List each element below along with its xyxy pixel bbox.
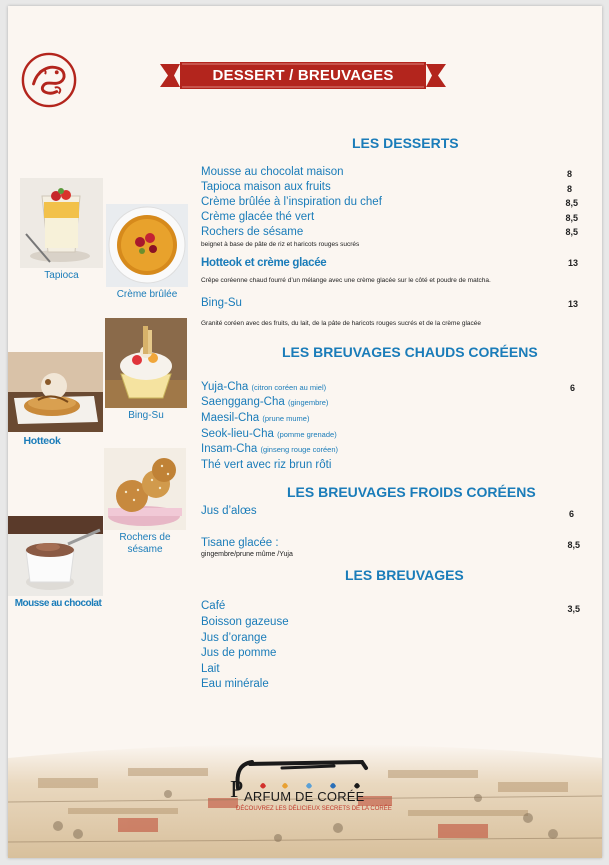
dessert-price: 8,5 (565, 213, 578, 223)
caption-creme-brulee: Crème brûlée (116, 289, 178, 300)
creme-brulee-photo (106, 204, 188, 287)
tapioca-photo (20, 178, 103, 268)
caption-bingsu: Bing-Su (128, 410, 164, 421)
drink-item: Jus de pomme (201, 647, 277, 659)
bingsu-item: Bing-Su (201, 297, 242, 309)
drink-item: Café (201, 600, 226, 612)
caption-rochers-1: Rochers de (119, 532, 171, 543)
hotteok-item: Hotteok et crème glacée (201, 257, 327, 269)
tisane-item: Tisane glacée : (201, 537, 279, 549)
aloe-item: Jus d’alœs (201, 505, 257, 517)
tisane-description: gingembre/prune mûme /Yuja (201, 551, 293, 558)
aloe-price: 6 (568, 509, 574, 519)
drink-item: Boisson gazeuse (201, 616, 289, 628)
brand-tagline: DÉCOUVREZ LES DÉLICIEUX SECRETS DE LA CORÉE (236, 806, 392, 812)
hot-drink-item: Yuja-Cha (citron coréen au miel) (201, 381, 327, 393)
hot-drink-item: Maesil-Cha (prune mume) (201, 412, 310, 424)
page-title: DESSERT / BREUVAGES (212, 67, 394, 84)
bingsu-description: Granité coréen avec des fruits, du lait, de la pâte de haricots rouges sucrés et de la crème glacée (201, 320, 482, 327)
caption-tapioca: Tapioca (44, 270, 79, 281)
dessert-item: Crème glacée thé vert (201, 211, 315, 223)
rochers-photo (104, 448, 186, 530)
hot-drink-item: Seok-lieu-Cha (pomme grenade) (201, 428, 337, 440)
rochers-description: beignet à base de pâte de riz et haricots rouges sucrés (201, 241, 360, 248)
dessert-price: 8 (566, 184, 572, 194)
drink-item: Eau minérale (201, 678, 269, 690)
dessert-price: 8,5 (565, 227, 578, 237)
hot-drink-item: Saenggang-Cha (gingembre) (201, 396, 329, 408)
hot-drink-item: Insam-Cha (ginseng rouge coréen) (201, 443, 339, 455)
caption-rochers-2: sésame (127, 544, 163, 555)
hotteok-description: Crêpe coréenne chaud fourré d’un mélange avec une crème glacée sur le côté et poudre de matcha. (201, 277, 491, 284)
brand-name: ARFUM DE CORÉE (244, 789, 365, 804)
drink-item: Lait (201, 663, 220, 675)
brand-logo: P ARFUM DE CORÉE DÉCOUVREZ LES DÉLICIEUX SECRETS DE LA CORÉE (230, 758, 380, 828)
drinks-heading: LES BREUVAGES (345, 567, 464, 583)
caption-hotteok: Hotteok (23, 435, 61, 447)
dessert-price: 8,5 (565, 198, 578, 208)
dessert-item: Rochers de sésame (201, 226, 304, 238)
mousse-photo (8, 516, 103, 596)
bingsu-price: 13 (567, 299, 578, 309)
dessert-item: Crème brûlée à l’inspiration du chef (201, 196, 382, 208)
hot-drinks-heading: LES BREUVAGES CHAUDS CORÉENS (282, 344, 538, 360)
drink-item: Jus d’orange (201, 632, 267, 644)
cold-drinks-heading: LES BREUVAGES FROIDS CORÉENS (287, 484, 536, 500)
desserts-heading: LES DESSERTS (352, 135, 459, 151)
bingsu-photo (105, 318, 187, 408)
tisane-price: 8,5 (567, 540, 580, 550)
dessert-item: Mousse au chocolat maison (201, 166, 344, 178)
hotteok-photo (8, 352, 103, 432)
menu-page (8, 6, 602, 858)
title-banner (160, 62, 446, 89)
hot-drink-item: Thé vert avec riz brun rôti (201, 459, 332, 471)
caption-mousse: Mousse au chocolat (14, 598, 102, 609)
drinks-price: 3,5 (567, 604, 580, 614)
hot-drinks-price: 6 (569, 383, 575, 393)
hotteok-price: 13 (567, 258, 578, 268)
dessert-item: Tapioca maison aux fruits (201, 181, 331, 193)
dessert-price: 8 (566, 169, 572, 179)
dragon-logo-icon (20, 51, 78, 109)
